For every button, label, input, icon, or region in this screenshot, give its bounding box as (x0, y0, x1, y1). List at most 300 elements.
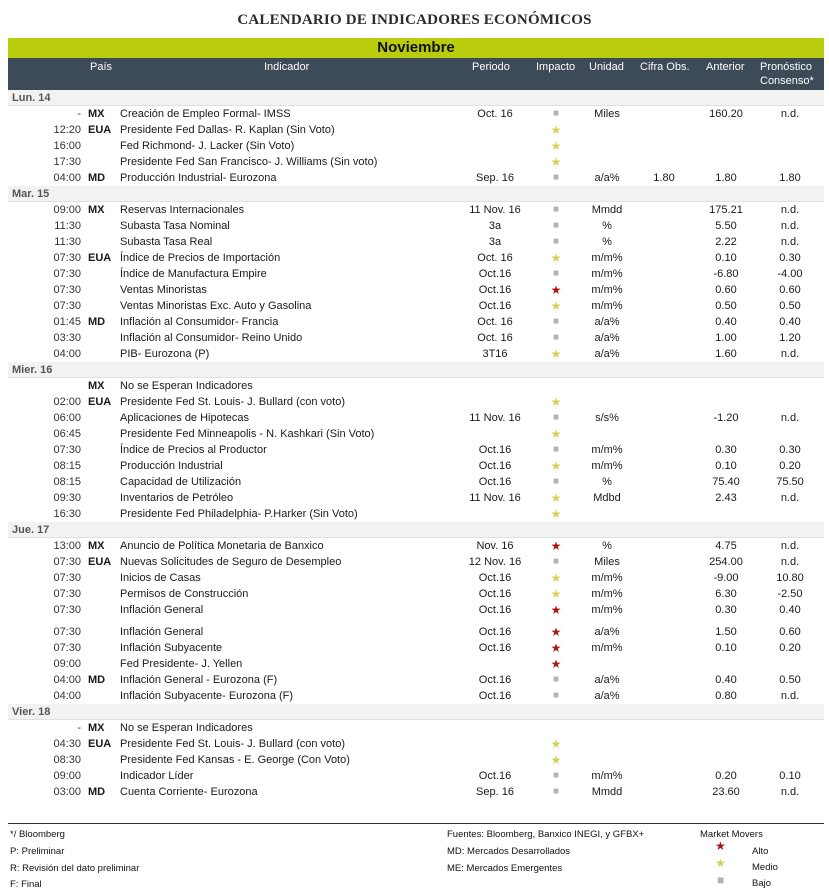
event-unit: m/m% (591, 444, 623, 456)
event-indicator: Ventas Minoristas Exc. Auto y Gasolina (120, 300, 312, 312)
event-time: 01:45 (53, 316, 81, 328)
event-time: 09:00 (53, 658, 81, 670)
event-forecast: 0.40 (779, 604, 801, 616)
event-previous: 6.30 (715, 588, 737, 600)
event-forecast: 0.20 (779, 642, 801, 654)
event-period: 12 Nov. 16 (468, 556, 522, 568)
table-row (8, 688, 824, 704)
event-country: MD (88, 172, 106, 184)
event-previous: 0.30 (715, 604, 737, 616)
event-time: 04:30 (53, 738, 81, 750)
event-forecast: 0.10 (779, 770, 801, 782)
event-forecast: n.d. (780, 204, 800, 216)
event-previous: 254.00 (709, 556, 743, 568)
event-forecast: -4.00 (777, 268, 803, 280)
footer-note: F: Final (10, 879, 42, 890)
event-previous: 1.60 (715, 348, 737, 360)
event-previous: -1.20 (713, 412, 739, 424)
event-country: MX (88, 380, 105, 392)
event-period: Oct. 16 (477, 316, 513, 328)
event-time: - (77, 108, 81, 120)
event-forecast: n.d. (780, 540, 800, 552)
event-unit: m/m% (591, 268, 623, 280)
square-low-icon: ■ (552, 236, 560, 247)
square-low-icon: ■ (552, 108, 560, 119)
event-indicator: Indicador Líder (120, 770, 194, 782)
table-row (8, 736, 824, 752)
event-period: Oct.16 (478, 770, 512, 782)
footer-sources: Fuentes: Bloomberg, Banxico INEGI, y GFBX+ (447, 829, 645, 840)
event-unit: m/m% (591, 588, 623, 600)
event-time: 13:00 (53, 540, 81, 552)
event-period: 3a (488, 220, 502, 232)
event-period: Oct.16 (478, 444, 512, 456)
event-previous: 1.80 (715, 172, 737, 184)
event-time: 07:30 (53, 556, 81, 568)
event-time: 11:30 (54, 220, 81, 232)
event-previous: 0.60 (715, 284, 737, 296)
event-previous: 0.40 (715, 316, 737, 328)
table-row (8, 266, 824, 282)
star-high-icon: ★ (550, 625, 562, 639)
table-row (8, 170, 824, 186)
event-previous: 0.10 (715, 460, 737, 472)
event-forecast: 1.80 (779, 172, 801, 184)
event-period: Sep. 16 (476, 172, 514, 184)
event-indicator: Presidente Fed San Francisco- J. Williams (Sin voto) (120, 156, 378, 168)
event-unit: Miles (594, 556, 620, 568)
event-indicator: Índice de Precios al Productor (120, 444, 267, 456)
star-medium-icon: ★ (550, 459, 562, 473)
event-unit: m/m% (591, 460, 623, 472)
star-medium-icon: ★ (550, 507, 562, 521)
event-forecast: 0.60 (779, 284, 801, 296)
event-unit: % (602, 476, 612, 488)
event-unit: a/a% (594, 690, 620, 702)
event-period: Nov. 16 (476, 540, 514, 552)
event-indicator: Presidente Fed Minneapolis - N. Kashkari (Sin Voto) (120, 428, 375, 440)
legend-high-label: Alto (752, 846, 769, 857)
table-row (8, 720, 824, 736)
event-previous: 0.40 (715, 674, 737, 686)
table-row (8, 234, 824, 250)
event-forecast: n.d. (780, 348, 800, 360)
table-row (8, 768, 824, 784)
event-indicator: Inventarios de Petróleo (120, 492, 234, 504)
event-previous: 5.50 (715, 220, 737, 232)
event-unit: m/m% (591, 284, 623, 296)
event-time: 07:30 (53, 604, 81, 616)
event-unit: m/m% (591, 642, 623, 654)
event-previous: 1.00 (715, 332, 737, 344)
star-medium-icon: ★ (550, 737, 562, 751)
event-previous: 0.20 (715, 770, 737, 782)
event-period: 11 Nov. 16 (469, 492, 521, 504)
event-time: 11:30 (54, 236, 81, 248)
event-unit: Mmdd (591, 786, 623, 798)
event-indicator: Cuenta Corriente- Eurozona (120, 786, 258, 798)
event-previous: 0.10 (715, 642, 737, 654)
square-low-icon: ■ (552, 332, 560, 343)
event-previous: -9.00 (713, 572, 739, 584)
event-forecast: 75.50 (776, 476, 804, 488)
star-high-icon: ★ (550, 657, 562, 671)
table-row (8, 506, 824, 522)
event-unit: a/a% (594, 316, 620, 328)
table-row (8, 282, 824, 298)
event-indicator: Presidente Fed St. Louis- J. Bullard (con voto) (120, 396, 345, 408)
event-forecast: 0.60 (779, 626, 801, 638)
square-low-icon: ■ (552, 556, 560, 567)
event-previous: 0.50 (715, 300, 737, 312)
legend-title: Market Movers (700, 829, 763, 840)
event-time: 04:00 (53, 674, 81, 686)
event-time: 07:30 (53, 284, 81, 296)
event-indicator: Fed Presidente- J. Yellen (120, 658, 243, 670)
event-indicator: Inflación Subyacente (120, 642, 223, 654)
col-pais: País (90, 61, 113, 73)
day-header: Mier. 16 (8, 362, 824, 378)
event-period: Oct.16 (478, 626, 512, 638)
event-period: Oct.16 (478, 642, 512, 654)
event-previous: 0.10 (715, 252, 737, 264)
event-unit: Mmdd (591, 204, 623, 216)
event-period: Oct. 16 (477, 252, 513, 264)
event-unit: Miles (594, 108, 620, 120)
event-indicator: No se Esperan Indicadores (120, 722, 253, 734)
table-row (8, 106, 824, 122)
event-time: 17:30 (53, 156, 81, 168)
event-time: 07:30 (53, 300, 81, 312)
calendar-table (8, 90, 824, 800)
event-country: MD (88, 316, 106, 328)
event-time: 06:00 (53, 412, 81, 424)
event-previous: 2.22 (715, 236, 737, 248)
event-unit: a/a% (594, 674, 620, 686)
table-row (8, 784, 824, 800)
table-row (8, 602, 824, 618)
event-forecast: 0.30 (779, 252, 801, 264)
star-medium-icon: ★ (550, 753, 562, 767)
event-time: 09:00 (53, 204, 81, 216)
star-medium-icon: ★ (715, 856, 726, 870)
event-indicator: Inflación Subyacente- Eurozona (F) (120, 690, 294, 702)
event-unit: m/m% (591, 770, 623, 782)
star-high-icon: ★ (550, 283, 562, 297)
event-time: 07:30 (53, 588, 81, 600)
event-unit: a/a% (594, 348, 620, 360)
footer-note: R: Revisión del dato preliminar (10, 863, 140, 874)
event-country: EUA (88, 252, 112, 264)
star-medium-icon: ★ (550, 347, 562, 361)
event-period: 3T16 (482, 348, 508, 360)
event-country: MX (88, 722, 105, 734)
star-medium-icon: ★ (550, 123, 562, 137)
event-unit: a/a% (594, 172, 620, 184)
table-row (8, 250, 824, 266)
table-row (8, 426, 824, 442)
event-period: Oct.16 (478, 268, 512, 280)
event-time: 04:00 (53, 172, 81, 184)
square-low-icon: ■ (552, 786, 560, 797)
star-medium-icon: ★ (550, 491, 562, 505)
day-header: Mar. 15 (8, 186, 824, 202)
event-unit: % (602, 220, 612, 232)
event-indicator: Subasta Tasa Real (120, 236, 213, 248)
day-header: Vier. 18 (8, 704, 824, 720)
event-forecast: n.d. (780, 412, 800, 424)
table-row (8, 752, 824, 768)
square-low-icon: ■ (552, 316, 560, 327)
event-previous: 75.40 (712, 476, 740, 488)
table-row (8, 202, 824, 218)
col-cifra: Cifra Obs. (640, 61, 690, 73)
square-low-icon: ■ (552, 444, 560, 455)
square-low-icon: ■ (552, 220, 560, 231)
star-high-icon: ★ (550, 539, 562, 553)
event-indicator: Permisos de Construcción (120, 588, 249, 600)
event-period: Oct. 16 (477, 332, 513, 344)
event-unit: m/m% (591, 572, 623, 584)
event-forecast: 1.20 (779, 332, 801, 344)
event-time: 07:30 (53, 252, 81, 264)
event-indicator: Anuncio de Política Monetaria de Banxico (120, 540, 324, 552)
col-consenso: Consenso* (760, 75, 814, 87)
event-forecast: 0.30 (779, 444, 801, 456)
footer-note: */ Bloomberg (10, 829, 65, 840)
square-low-icon: ■ (552, 690, 560, 701)
event-country: MX (88, 540, 105, 552)
event-time: 12:20 (53, 124, 81, 136)
event-country: MD (88, 786, 106, 798)
month-banner: Noviembre (8, 38, 824, 58)
event-country: MX (88, 204, 105, 216)
table-row (8, 314, 824, 330)
table-row (8, 672, 824, 688)
star-medium-icon: ★ (550, 155, 562, 169)
square-low-icon: ■ (552, 204, 560, 215)
table-row (8, 570, 824, 586)
table-row (8, 378, 824, 394)
table-row (8, 656, 824, 672)
square-low-icon: ■ (717, 873, 725, 887)
event-indicator: PIB- Eurozona (P) (120, 348, 210, 360)
col-impacto: Impacto (536, 61, 576, 73)
event-indicator: Producción Industrial- Eurozona (120, 172, 277, 184)
event-time: 07:30 (53, 444, 81, 456)
event-forecast: n.d. (780, 220, 800, 232)
event-time: 07:30 (53, 642, 81, 654)
event-observed: 1.80 (653, 172, 675, 184)
event-forecast: n.d. (780, 786, 800, 798)
event-forecast: n.d. (780, 108, 800, 120)
event-forecast: 0.40 (779, 316, 801, 328)
table-row (8, 458, 824, 474)
event-unit: a/a% (594, 332, 620, 344)
event-indicator: Fed Richmond- J. Lacker (Sin Voto) (120, 140, 295, 152)
square-low-icon: ■ (552, 172, 560, 183)
square-low-icon: ■ (552, 476, 560, 487)
event-indicator: Subasta Tasa Nominal (120, 220, 230, 232)
event-previous: 175.21 (709, 204, 743, 216)
col-unidad: Unidad (589, 61, 624, 73)
legend-low-label: Bajo (752, 878, 772, 889)
event-indicator: Inicios de Casas (120, 572, 201, 584)
event-time: 02:00 (53, 396, 81, 408)
event-period: Oct.16 (478, 284, 512, 296)
event-forecast: -2.50 (777, 588, 803, 600)
event-period: Oct.16 (478, 588, 512, 600)
event-forecast: n.d. (780, 556, 800, 568)
footer-note: P: Preliminar (10, 846, 65, 857)
event-period: Sep. 16 (476, 786, 514, 798)
table-row (8, 122, 824, 138)
event-unit: Mdbd (593, 492, 621, 504)
event-period: Oct.16 (478, 460, 512, 472)
square-low-icon: ■ (552, 412, 560, 423)
col-periodo: Periodo (472, 61, 510, 73)
star-medium-icon: ★ (550, 571, 562, 585)
col-pronostico: Pronóstico (760, 61, 812, 73)
star-medium-icon: ★ (550, 251, 562, 265)
event-indicator: Reservas Internacionales (120, 204, 245, 216)
footer-md: MD: Mercados Desarrollados (447, 846, 571, 857)
event-previous: 0.80 (715, 690, 737, 702)
table-row (8, 346, 824, 362)
event-unit: m/m% (591, 252, 623, 264)
star-medium-icon: ★ (550, 395, 562, 409)
event-indicator: Presidente Fed Philadelphia- P.Harker (Sin Voto) (120, 508, 358, 520)
page-title: CALENDARIO DE INDICADORES ECONÓMICOS (237, 12, 592, 28)
event-period: 3a (488, 236, 502, 248)
event-country: EUA (88, 738, 112, 750)
event-period: Oct.16 (478, 604, 512, 616)
table-row (8, 138, 824, 154)
event-previous: 2.43 (715, 492, 737, 504)
event-country: EUA (88, 556, 112, 568)
star-medium-icon: ★ (550, 139, 562, 153)
table-row (8, 490, 824, 506)
star-high-icon: ★ (550, 603, 562, 617)
event-previous: 160.20 (709, 108, 743, 120)
table-row (8, 394, 824, 410)
event-unit: m/m% (591, 604, 623, 616)
event-time: 09:00 (53, 770, 81, 782)
event-indicator: No se Esperan Indicadores (120, 380, 253, 392)
event-unit: m/m% (591, 300, 623, 312)
col-anterior: Anterior (706, 61, 745, 73)
event-time: 16:30 (53, 508, 81, 520)
event-time: 07:30 (53, 268, 81, 280)
event-indicator: Nuevas Solicitudes de Seguro de Desempleo (120, 556, 342, 568)
event-period: 11 Nov. 16 (469, 204, 521, 216)
event-time: 08:15 (53, 476, 81, 488)
event-period: Oct.16 (478, 572, 512, 584)
event-indicator: Presidente Fed St. Louis- J. Bullard (con voto) (120, 738, 345, 750)
event-forecast: 0.50 (779, 674, 801, 686)
event-indicator: Aplicaciones de Hipotecas (120, 412, 250, 424)
event-indicator: Inflación General (120, 626, 204, 638)
event-time: 03:30 (53, 332, 81, 344)
table-row (8, 624, 824, 640)
event-indicator: Producción Industrial (120, 460, 223, 472)
table-row (8, 586, 824, 602)
event-indicator: Índice de Manufactura Empire (120, 268, 267, 280)
event-time: - (77, 722, 81, 734)
event-indicator: Capacidad de Utilización (120, 476, 242, 488)
event-forecast: n.d. (780, 690, 800, 702)
event-forecast: 10.80 (776, 572, 804, 584)
event-period: Oct.16 (478, 476, 512, 488)
event-previous: -6.80 (713, 268, 739, 280)
star-medium-icon: ★ (550, 427, 562, 441)
event-indicator: Inflación al Consumidor- Francia (120, 316, 279, 328)
table-header (8, 58, 824, 90)
table-row (8, 298, 824, 314)
event-unit: % (602, 236, 612, 248)
table-row (8, 538, 824, 554)
event-previous: 0.30 (715, 444, 737, 456)
event-indicator: Índice de Precios de Importación (120, 252, 281, 264)
event-country: MX (88, 108, 105, 120)
event-indicator: Ventas Minoristas (120, 284, 207, 296)
event-time: 09:30 (53, 492, 81, 504)
event-forecast: 0.20 (779, 460, 801, 472)
event-country: EUA (88, 396, 112, 408)
event-indicator: Presidente Fed Kansas - E. George (Con Voto) (120, 754, 350, 766)
footer-divider (8, 823, 824, 824)
event-indicator: Creación de Empleo Formal- IMSS (120, 108, 291, 120)
star-medium-icon: ★ (550, 587, 562, 601)
event-forecast: n.d. (780, 236, 800, 248)
event-time: 16:00 (53, 140, 81, 152)
event-forecast: 0.50 (779, 300, 801, 312)
event-time: 04:00 (53, 348, 81, 360)
event-unit: % (602, 540, 612, 552)
event-indicator: Inflación al Consumidor- Reino Unido (120, 332, 303, 344)
event-period: 11 Nov. 16 (469, 412, 521, 424)
table-row (8, 410, 824, 426)
day-header: Jue. 17 (8, 522, 824, 538)
table-row (8, 330, 824, 346)
square-low-icon: ■ (552, 674, 560, 685)
event-time: 08:30 (53, 754, 81, 766)
event-time: 08:15 (53, 460, 81, 472)
star-medium-icon: ★ (550, 299, 562, 313)
event-time: 07:30 (53, 626, 81, 638)
event-country: EUA (88, 124, 112, 136)
star-high-icon: ★ (715, 839, 726, 853)
event-period: Oct. 16 (477, 108, 513, 120)
table-row (8, 640, 824, 656)
event-period: Oct.16 (478, 690, 512, 702)
event-previous: 23.60 (712, 786, 740, 798)
event-indicator: Presidente Fed Dallas- R. Kaplan (Sin Voto) (120, 124, 335, 136)
event-time: 06:45 (53, 428, 81, 440)
table-row (8, 154, 824, 170)
event-indicator: Inflación General - Eurozona (F) (120, 674, 278, 686)
table-row (8, 474, 824, 490)
event-unit: a/a% (594, 626, 620, 638)
square-low-icon: ■ (552, 770, 560, 781)
event-time: 04:00 (53, 690, 81, 702)
event-time: 03:00 (53, 786, 81, 798)
star-high-icon: ★ (550, 641, 562, 655)
event-forecast: n.d. (780, 492, 800, 504)
footer-me: ME: Mercados Emergentes (447, 863, 563, 874)
square-low-icon: ■ (552, 268, 560, 279)
event-time: 07:30 (53, 572, 81, 584)
